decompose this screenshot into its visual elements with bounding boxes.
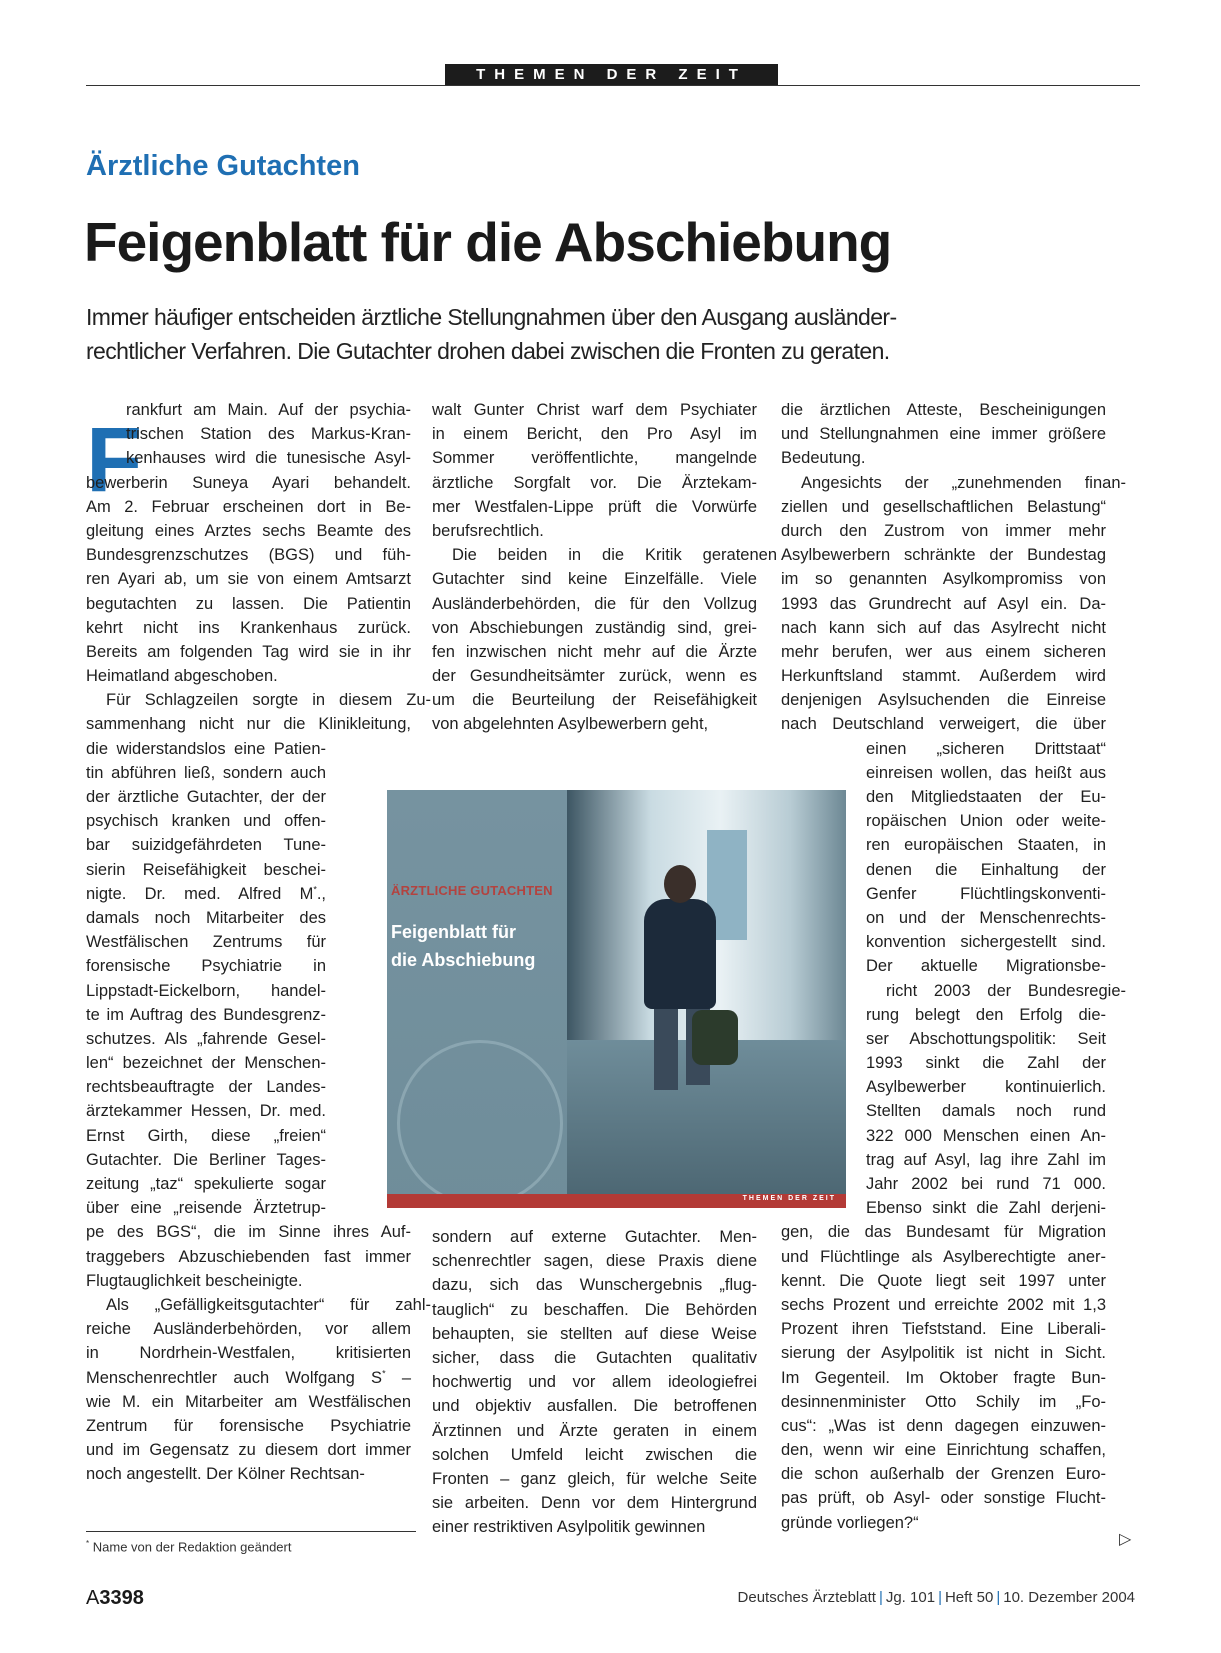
text-line: in einem Bericht, den Pro Asyl im	[432, 425, 757, 444]
footnote: * Name von der Redaktion geändert	[86, 1539, 292, 1555]
text-line: nach Deutschland verweigert, die über	[781, 715, 1106, 734]
text-line: Westfälischen Zentrums für	[86, 933, 326, 952]
issue: Heft 50	[944, 1589, 994, 1606]
text-line: berufsrechtlich.	[432, 521, 544, 540]
text-line: schutzes. Als „fahrende Gesel-	[86, 1029, 326, 1048]
article-headline: Feigenblatt für die Abschiebung	[84, 211, 892, 273]
footnote-rule	[86, 1531, 416, 1532]
text-line: mehr berufen, wer aus einem sicheren	[781, 642, 1106, 661]
text-line: hochwertig und vor allem ideologiefrei	[432, 1373, 757, 1392]
photo-strip: THEMEN DER ZEIT	[387, 1194, 846, 1208]
text-line: Gutachter sind keine Einzelfälle. Viele	[432, 570, 757, 589]
text-line: Asylbewerbern schränkte der Bundestag	[781, 546, 1106, 565]
text-line: Angesichts der „zunehmenden finan-	[801, 473, 1126, 492]
drop-cap: F	[86, 409, 143, 511]
text-line: Ebenso sinkt die Zahl derjeni-	[866, 1199, 1106, 1218]
article-deck	[86, 300, 1136, 368]
text-line: sechs Prozent und erreichte 2002 mit 1,3	[781, 1295, 1106, 1314]
top-rule	[86, 85, 1140, 86]
text-line: Am 2. Februar erscheinen dort in Be-	[86, 497, 411, 516]
text-line: solchen Umfeld leicht zwischen die	[432, 1445, 757, 1464]
text-line: ropäischen Union oder weite-	[866, 812, 1106, 831]
text-line: über eine „reisende Ärztetrup-	[86, 1199, 326, 1218]
text-line: 1993 sinkt die Zahl der	[866, 1054, 1106, 1073]
text-line: Gutachter. Die Berliner Tages-	[86, 1150, 326, 1169]
text-line: ren Ayari ab, um sie von einem Amtsarzt	[86, 570, 411, 589]
text-line: und objektiv ausfallen. Die betroffenen	[432, 1397, 757, 1416]
column-1	[86, 398, 431, 1486]
text-line: sondern auf externe Gutachter. Men-	[432, 1228, 757, 1246]
text-line: Menschenrechtler auch Wolfgang S* –	[86, 1368, 411, 1387]
text-line: Bedeutung.	[781, 449, 866, 468]
text-line: noch angestellt. Der Kölner Rechtsan-	[86, 1465, 365, 1484]
text-line: Lippstadt-Eickelborn, handel-	[86, 981, 326, 1000]
text-line: wie M. ein Mitarbeiter am Westfälischen	[86, 1392, 411, 1411]
text-line: Im Gegenteil. Im Oktober fragte Bun-	[781, 1368, 1106, 1387]
text-line: trag auf Asyl, lag ihre Zahl im	[866, 1150, 1106, 1169]
footnote-marker: *	[313, 884, 317, 895]
text-line: walt Gunter Christ warf dem Psychiater	[432, 401, 757, 419]
text-line: durch den Zustrom von immer mehr	[781, 521, 1106, 540]
text-line: einen „sicheren Drittstaat“	[866, 739, 1106, 758]
text-line: fen inzwischen nicht mehr auf die Ärzte	[432, 642, 757, 661]
walking-person-icon	[632, 865, 727, 1090]
text-line: Die beiden in die Kritik geratenen	[452, 546, 777, 565]
text-line: sierung der Asylpolitik ist nicht in Sicht.	[781, 1344, 1106, 1363]
text-line: behaupten, sie stellten auf diese Weise	[432, 1324, 757, 1343]
text-line: in Nordrhein-Westfalen, kritisierten	[86, 1344, 411, 1363]
text-line: Heimatland abgeschoben.	[86, 667, 278, 686]
text-line: gen, die das Bundesamt für Migration	[781, 1223, 1106, 1242]
text-line: Ärztinnen und Ärzte geraten in einem	[432, 1421, 757, 1440]
text-line: rung belegt den Erfolg die-	[866, 1005, 1106, 1024]
deck-line: Immer häufiger entscheiden ärztliche Stellungnahmen über den Ausgang ausländer-	[86, 304, 897, 330]
text-line: psychisch kranken und offen-	[86, 812, 326, 831]
text-line: forensische Psychiatrie in	[86, 957, 326, 976]
text-line: kennt. Die Quote liegt seit 1997 unter	[781, 1271, 1106, 1290]
text-line: die schon außerhalb der Grenzen Euro-	[781, 1465, 1106, 1484]
date: 10. Dezember 2004	[1003, 1589, 1135, 1606]
page-number: A3398	[86, 1587, 144, 1609]
text-line: Ausländerbehörden, die für den Vollzug	[432, 594, 757, 613]
photo-kicker: ÄRZTLICHE GUTACHTEN	[391, 883, 553, 898]
text-line: Flugtauglichkeit bescheinigte.	[86, 1271, 303, 1290]
text-line: und Flüchtlinge als Asylberechtigte aner-	[781, 1247, 1106, 1266]
text-line: Für Schlagzeilen sorgte in diesem Zu-	[106, 691, 431, 710]
text-line: Zentrum für forensische Psychiatrie	[86, 1416, 411, 1435]
article-photo	[387, 790, 846, 1208]
text-line: ren europäischen Staaten, in	[866, 836, 1106, 855]
text-line: Prozent ihren Tiefststand. Eine Liberali-	[781, 1320, 1106, 1339]
text-line: ärztliche Sorgfalt vor. Die Ärztekam-	[432, 473, 757, 492]
text-line: um die Beurteilung der Reisefähigkeit	[432, 691, 757, 710]
text-line: dazu, sich das Wunschergebnis „flug-	[432, 1276, 757, 1295]
text-line: sammenhang nicht nur die Klinikleitung,	[86, 715, 411, 734]
text-line: Fronten – ganz gleich, für welche Seite	[432, 1469, 757, 1488]
text-line: reiche Ausländerbehörden, vor allem	[86, 1320, 411, 1339]
text-line: pe des BGS“, die im Sinne ihres Auf-	[86, 1223, 411, 1242]
text-line: den, wenn wir eine Einrichtung schaffen,	[781, 1441, 1106, 1460]
text-line: die ärztlichen Atteste, Bescheinigungen	[781, 401, 1106, 419]
text-line: tin abführen ließ, sondern auch	[86, 763, 326, 782]
text-line: und Stellungnahmen eine immer größere	[781, 425, 1106, 444]
eagle-emblem-icon	[397, 1040, 563, 1206]
text-line: im so genannten Asylkompromiss von	[781, 570, 1106, 589]
text-line: pas prüft, ob Asyl- oder sonstige Flucht-	[781, 1489, 1106, 1508]
text-line: konvention sichergestellt sind.	[866, 933, 1106, 952]
text-line: 322 000 Menschen einen An-	[866, 1126, 1106, 1145]
continue-arrow-icon: ▷	[1119, 1531, 1132, 1548]
text-line: und im Gegensatz zu diesem dort immer	[86, 1441, 411, 1460]
column-2-top	[432, 398, 777, 737]
text-line: sie arbeiten. Denn vor dem Hintergrund	[432, 1494, 757, 1513]
text-line: schenrechtler sagen, diese Praxis diene	[432, 1252, 757, 1271]
text-line: bewerberin Suneya Ayari behandelt.	[86, 473, 411, 492]
page-footer: Deutsches Ärzteblatt | Jg. 101 | Heft 50 | 10. Dezember 2004	[737, 1589, 1135, 1606]
text-line: nigte. Dr. med. Alfred M*.,	[86, 884, 326, 903]
text-line: richt 2003 der Bundesregie-	[886, 981, 1126, 1000]
text-line: sicher, dass die Gutachten qualitativ	[432, 1348, 757, 1367]
text-line: desinnenminister Otto Schily im „Fo-	[781, 1392, 1106, 1411]
text-line: der ärztliche Gutachter, der der	[86, 788, 326, 806]
text-line: Bereits am folgenden Tag wird sie in ihr	[86, 642, 411, 661]
text-line: denen die Einhaltung der	[866, 860, 1106, 879]
text-line: Sommer veröffentlichte, mangelnde	[432, 449, 757, 468]
text-line: traggebers Abzuschiebenden fast immer	[86, 1247, 411, 1266]
text-line: denjenigen Asylsuchenden die Einreise	[781, 691, 1106, 710]
text-line: gleitung eines Arztes sechs Beamte des	[86, 521, 411, 540]
text-line: bar suizidgefährdeten Tune-	[86, 836, 326, 855]
text-line: die widerstandslos eine Patien-	[86, 739, 326, 758]
text-line: Asylbewerber kontinuierlich.	[866, 1078, 1106, 1097]
text-line: kehrt nicht ins Krankenhaus zurück.	[86, 618, 411, 637]
text-line: te im Auftrag des Bundesgrenz-	[86, 1005, 326, 1024]
text-line: Genfer Flüchtlingskonventi-	[866, 884, 1106, 903]
footnote-marker: *	[382, 1368, 386, 1378]
text-line: Herkunftsland stammt. Außerdem wird	[781, 667, 1106, 686]
text-line: zeitung „taz“ spekulierte sogar	[86, 1175, 326, 1193]
text-line: Ernst Girth, diese „freien“	[86, 1126, 326, 1145]
text-line: 1993 das Grundrecht auf Asyl ein. Da-	[781, 594, 1106, 613]
text-line: ärztekammer Hessen, Dr. med.	[86, 1102, 326, 1121]
text-line: rankfurt am Main. Auf der psychia-	[126, 401, 411, 419]
text-line: Als „Gefälligkeitsgutachter“ für zahl-	[106, 1295, 431, 1314]
text-line: rechtsbeauftragte der Landes-	[86, 1078, 326, 1097]
text-line: von Abschiebungen zuständig sind, grei-	[432, 618, 757, 637]
text-line: tauglich“ zu beschaffen. Die Behörden	[432, 1300, 757, 1319]
article-kicker: Ärztliche Gutachten	[86, 150, 360, 182]
column-2-bottom	[432, 1225, 757, 1539]
journal-name: Deutsches Ärzteblatt	[737, 1589, 876, 1606]
text-line: kenhauses wird die tunesische Asyl-	[126, 449, 411, 468]
text-line: der Gesundheitsämter zurück, wenn es	[432, 667, 757, 686]
text-line: von abgelehnten Asylbewerbern geht,	[432, 715, 709, 734]
text-line: sierin Reisefähigkeit beschei-	[86, 860, 326, 879]
section-label: THEMEN DER ZEIT	[445, 64, 778, 86]
text-line: ziellen und gesellschaftlichen Belastung“	[781, 497, 1106, 516]
text-line: begutachten zu lassen. Die Patientin	[86, 594, 411, 613]
text-line: Jahr 2002 bei rund 71 000.	[866, 1175, 1106, 1193]
deck-line: rechtlicher Verfahren. Die Gutachter drohen dabei zwischen die Fronten zu geraten.	[86, 338, 890, 364]
text-line: on und der Menschenrechts-	[866, 908, 1106, 927]
volume: Jg. 101	[885, 1589, 936, 1606]
text-line: damals noch Mitarbeiter des	[86, 908, 326, 927]
text-line: einer restriktiven Asylpolitik gewinnen	[432, 1518, 706, 1537]
text-line: gründe vorliegen?“	[781, 1513, 919, 1532]
text-line: einreisen wollen, das heißt aus	[866, 763, 1106, 782]
text-line: den Mitgliedstaaten der Eu-	[866, 788, 1106, 806]
text-line: nach kann sich auf das Asylrecht nicht	[781, 618, 1106, 637]
text-line: ser Abschottungspolitik: Seit	[866, 1029, 1106, 1048]
text-line: cus“: „Was ist denn dagegen einzuwen-	[781, 1416, 1106, 1435]
photo-title: Feigenblatt für die Abschiebung	[391, 922, 536, 970]
text-line: Stellten damals noch rund	[866, 1102, 1106, 1121]
text-line: mer Westfalen-Lippe prüft die Vorwürfe	[432, 497, 757, 516]
text-line: trischen Station des Markus-Kran-	[126, 425, 411, 444]
text-line: len“ bezeichnet der Menschen-	[86, 1054, 326, 1073]
text-line: Bundesgrenzschutzes (BGS) und füh-	[86, 546, 411, 565]
text-line: Der aktuelle Migrationsbe-	[866, 957, 1106, 976]
